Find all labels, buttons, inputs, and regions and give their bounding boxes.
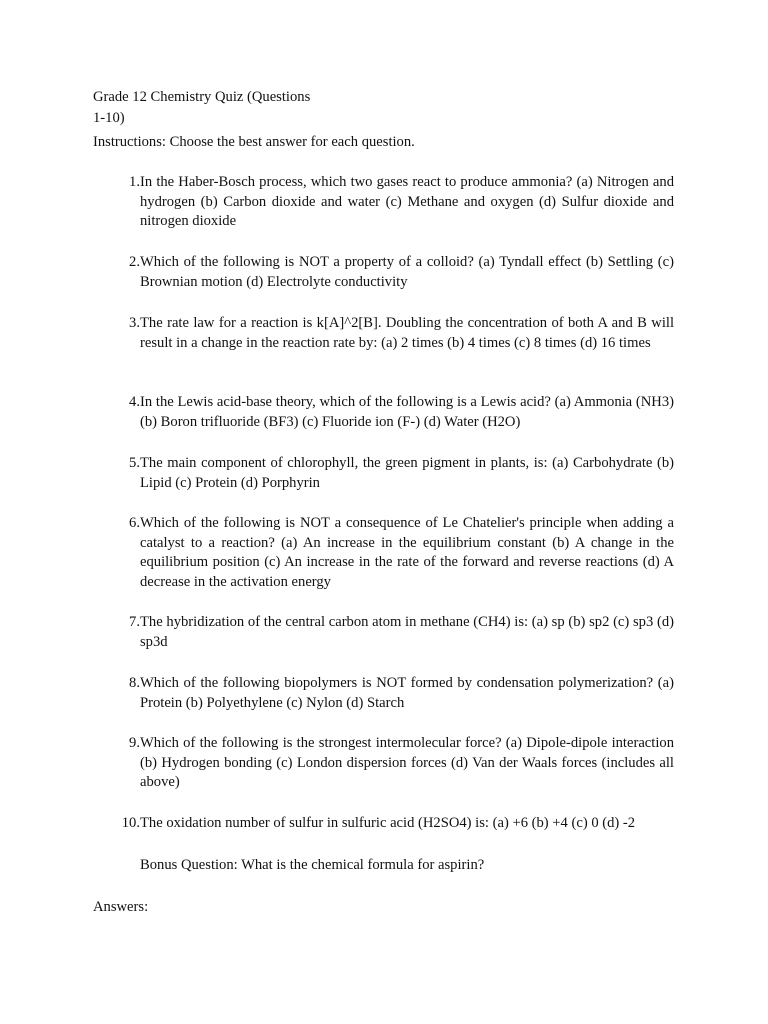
question-number: 10.: [121, 815, 140, 831]
quiz-title-line-2: 1-10): [93, 110, 125, 126]
question-number: 1.: [129, 174, 140, 190]
question-item: [112, 734, 674, 793]
answers-label: Answers:: [93, 899, 149, 915]
quiz-title-line-1: Grade 12 Chemistry Quiz (Questions: [93, 89, 311, 105]
question-number: 7.: [129, 614, 140, 630]
question-text: The main component of chlorophyll, the green pigment in plants, is: (a) Carbohydrate (b) Lipid (c) Protein (d) Porphyrin: [140, 455, 674, 491]
question-text: Which of the following biopolymers is NOT formed by condensation polymerization? (a) Protein (b) Polyethylene (c) Nylon (d) Starch: [140, 675, 674, 711]
question-text: Which of the following is NOT a consequence of Le Chatelier's principle when adding a catalyst to a reaction? (a) An increase in the equilibrium constant (b) A change in the equilibrium position (c) An increase in the rate of the forward and reverse reactions (d) A decrease in the activation energy: [140, 515, 674, 590]
question-number: 8.: [129, 675, 140, 691]
question-text: In the Haber-Bosch process, which two gases react to produce ammonia? (a) Nitrogen and hydrogen (b) Carbon dioxide and water (c) Methane and oxygen (d) Sulfur dioxide and nitrogen dioxide: [140, 174, 674, 229]
question-item: [112, 173, 674, 232]
question-text: The rate law for a reaction is k[A]^2[B]. Doubling the concentration of both A and B will result in a change in the reaction rate by: (a) 2 times (b) 4 times (c) 8 times (d) 16 times: [140, 315, 674, 351]
question-item: [112, 514, 674, 592]
question-number: 4.: [129, 394, 140, 410]
question-text: The oxidation number of sulfur in sulfuric acid (H2SO4) is: (a) +6 (b) +4 (c) 0 (d) -2: [140, 815, 636, 831]
question-item: [112, 674, 674, 713]
question-text: The hybridization of the central carbon atom in methane (CH4) is: (a) sp (b) sp2 (c) sp3 (d) sp3d: [140, 614, 674, 650]
question-item: [112, 814, 674, 834]
question-text: In the Lewis acid-base theory, which of the following is a Lewis acid? (a) Ammonia (NH3) (b) Boron trifluoride (BF3) (c) Fluoride ion (F-) (d) Water (H2O): [140, 394, 674, 430]
bonus-question: Bonus Question: What is the chemical formula for aspirin?: [140, 857, 485, 873]
question-number: 9.: [129, 735, 140, 751]
question-item: [112, 314, 674, 353]
question-text: Which of the following is the strongest intermolecular force? (a) Dipole-dipole interaction (b) Hydrogen bonding (c) London dispersion forces (d) Van der Waals forces (includes all above): [140, 735, 674, 790]
question-item: [112, 613, 674, 652]
question-number: 6.: [129, 515, 140, 531]
question-item: [112, 253, 674, 292]
question-number: 2.: [129, 254, 140, 270]
question-item: [112, 393, 674, 432]
question-number: 3.: [129, 315, 140, 331]
question-text: Which of the following is NOT a property of a colloid? (a) Tyndall effect (b) Settling (c) Brownian motion (d) Electrolyte conductivity: [140, 254, 674, 290]
quiz-instructions: Instructions: Choose the best answer for each question.: [93, 134, 415, 150]
question-number: 5.: [129, 455, 140, 471]
question-item: [112, 454, 674, 493]
